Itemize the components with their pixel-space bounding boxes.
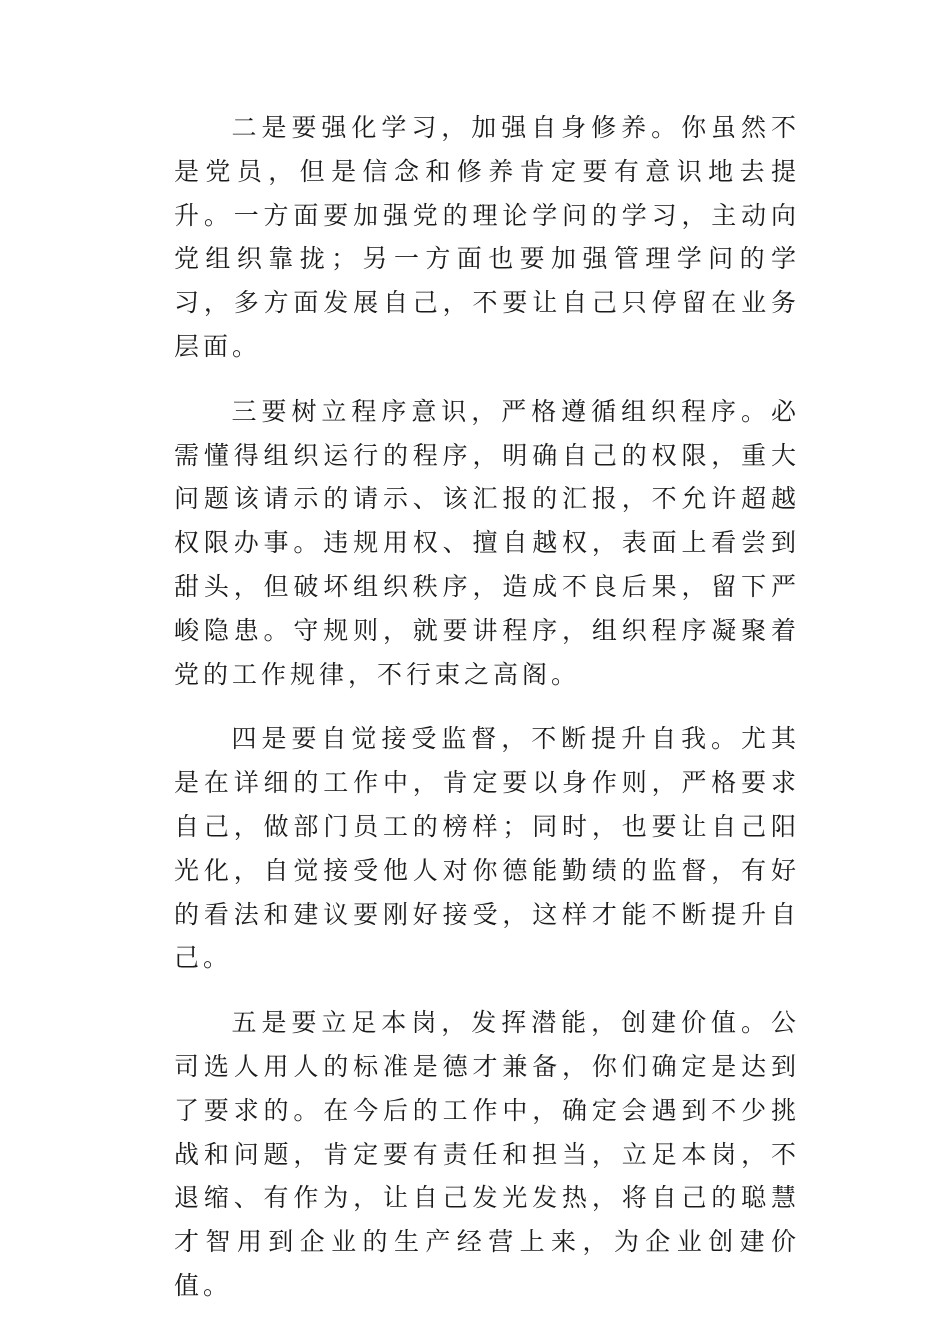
paragraph-4-accept-supervision: 四是要自觉接受监督，不断提升自我。尤其是在详细的工作中，肯定要以身作则，严格要求自己，做部门员工的榜样；同时，也要让自己阳光化，自觉接受他人对你德能勤绩的监督，有好的看法和建议要刚好接受，这样才能不断提升自己。 <box>174 724 800 973</box>
paragraph-3-procedure-awareness: 三要树立程序意识，严格遵循组织程序。必需懂得组织运行的程序，明确自己的权限，重大问题该请示的请示、该汇报的汇报，不允许超越权限办事。违规用权、擅自越权，表面上看尝到甜头，但破坏组织秩序，造成不良后果，留下严峻隐患。守规则，就要讲程序，组织程序凝聚着党的工作规律，不行束之高阁。 <box>174 396 800 689</box>
paragraph-2-strengthen-learning: 二是要强化学习，加强自身修养。你虽然不是党员，但是信念和修养肯定要有意识地去提升。一方面要加强党的理论学问的学习，主动向党组织靠拢；另一方面也要加强管理学问的学习，多方面发展自己，不要让自己只停留在业务层面。 <box>174 113 800 361</box>
document-body <box>174 106 800 1329</box>
paragraph-5-create-value: 五是要立足本岗，发挥潜能，创建价值。公司选人用人的标准是德才兼备，你们确定是达到了要求的。在今后的工作中，确定会遇到不少挑战和问题，肯定要有责任和担当，立足本岗，不退缩、有作为，让自己发光发热，将自己的聪慧才智用到企业的生产经营上来，为企业创建价值。 <box>174 1008 800 1300</box>
